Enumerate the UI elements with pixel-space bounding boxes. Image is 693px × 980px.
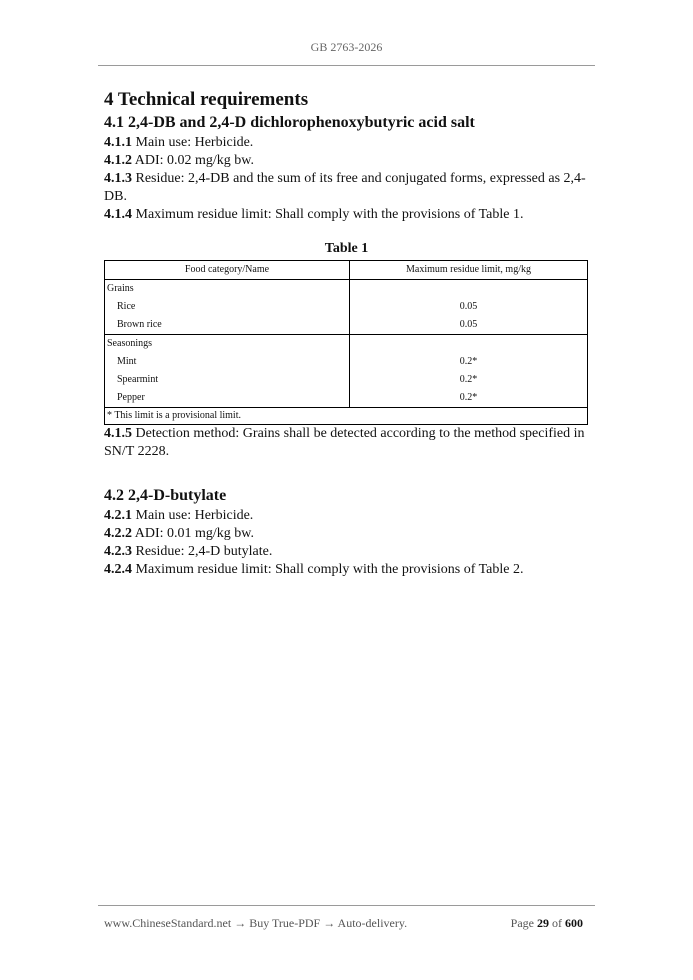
clause-4-1-5	[104, 425, 589, 461]
clause-text: ADI: 0.01 mg/kg bw.	[132, 526, 254, 541]
item-limit: 0.2*	[459, 356, 478, 367]
clause-text: Residue: 2,4-D butylate.	[132, 544, 273, 559]
page-content	[104, 88, 589, 579]
page-label: Page	[510, 916, 534, 930]
clause-4-1-2	[104, 152, 589, 170]
item-limit: 0.2*	[459, 392, 478, 403]
page-current: 29	[537, 916, 549, 930]
clause-text: Detection method: Grains shall be detected according to the method specified in SN/T 2228.	[104, 426, 585, 459]
group-names-cell	[105, 335, 350, 408]
clause-number: 4.2.4	[104, 562, 132, 577]
item-name: Rice	[117, 301, 136, 312]
item-name: Pepper	[117, 392, 145, 403]
table-title: Table 1	[324, 241, 369, 256]
header-max-limit: Maximum residue limit, mg/kg	[350, 261, 588, 280]
page-total: 600	[565, 916, 583, 930]
group-limits-cell	[350, 335, 588, 408]
residue-limit-table	[104, 260, 588, 425]
clause-number: 4.2.1	[104, 508, 132, 523]
table-group-seasonings	[105, 335, 588, 408]
clause-text: Main use: Herbicide.	[132, 508, 254, 523]
table-footnote: * This limit is a provisional limit.	[105, 408, 588, 425]
clause-text: Maximum residue limit: Shall comply with the provisions of Table 1.	[132, 207, 524, 222]
clause-text: ADI: 0.02 mg/kg bw.	[132, 153, 254, 168]
clause-4-2-4	[104, 561, 589, 579]
subsection-title-4-1: 4.1 2,4-DB and 2,4-D dichlorophenoxybutyric acid salt	[104, 114, 475, 131]
clause-number: 4.1.3	[104, 171, 132, 186]
item-limit: 0.05	[459, 301, 478, 312]
group-name: Grains	[107, 283, 134, 294]
header-divider	[98, 65, 595, 66]
clause-text: Maximum residue limit: Shall comply with the provisions of Table 2.	[132, 562, 524, 577]
clause-4-2-2	[104, 525, 589, 543]
clause-number: 4.1.5	[104, 426, 132, 441]
footer-site-link[interactable]: www.ChineseStandard.net → Buy True-PDF → Auto-delivery.	[104, 916, 408, 930]
subsection-title-4-2: 4.2 2,4-D-butylate	[104, 487, 227, 504]
clause-4-2-3	[104, 543, 589, 561]
clause-4-1-3	[104, 170, 589, 206]
page-of: of	[552, 916, 562, 930]
footer-divider	[98, 905, 595, 906]
page-indicator	[511, 916, 583, 931]
section-title: 4 Technical requirements	[104, 89, 309, 110]
clause-4-1-4	[104, 206, 589, 224]
group-limits-cell	[350, 280, 588, 335]
clause-text: Residue: 2,4-DB and the sum of its free and conjugated forms, expressed as 2,4-DB.	[104, 171, 586, 204]
item-name: Mint	[117, 356, 137, 367]
table-group-grains	[105, 280, 588, 335]
clause-4-2-1	[104, 507, 589, 525]
clause-number: 4.1.2	[104, 153, 132, 168]
header-food-category: Food category/Name	[105, 261, 350, 280]
item-limit: 0.2*	[459, 374, 478, 385]
group-names-cell	[105, 280, 350, 335]
item-limit: 0.05	[459, 319, 478, 330]
clause-text: Main use: Herbicide.	[132, 135, 254, 150]
clause-number: 4.1.1	[104, 135, 132, 150]
item-name: Brown rice	[117, 319, 162, 330]
doc-code: GB 2763-2026	[310, 40, 383, 54]
clause-number: 4.2.3	[104, 544, 132, 559]
table-header-row	[105, 261, 588, 280]
table-footnote-row	[105, 408, 588, 425]
item-name: Spearmint	[117, 374, 159, 385]
group-name: Seasonings	[107, 338, 152, 349]
clause-number: 4.1.4	[104, 207, 132, 222]
clause-4-1-1	[104, 134, 589, 152]
clause-number: 4.2.2	[104, 526, 132, 541]
